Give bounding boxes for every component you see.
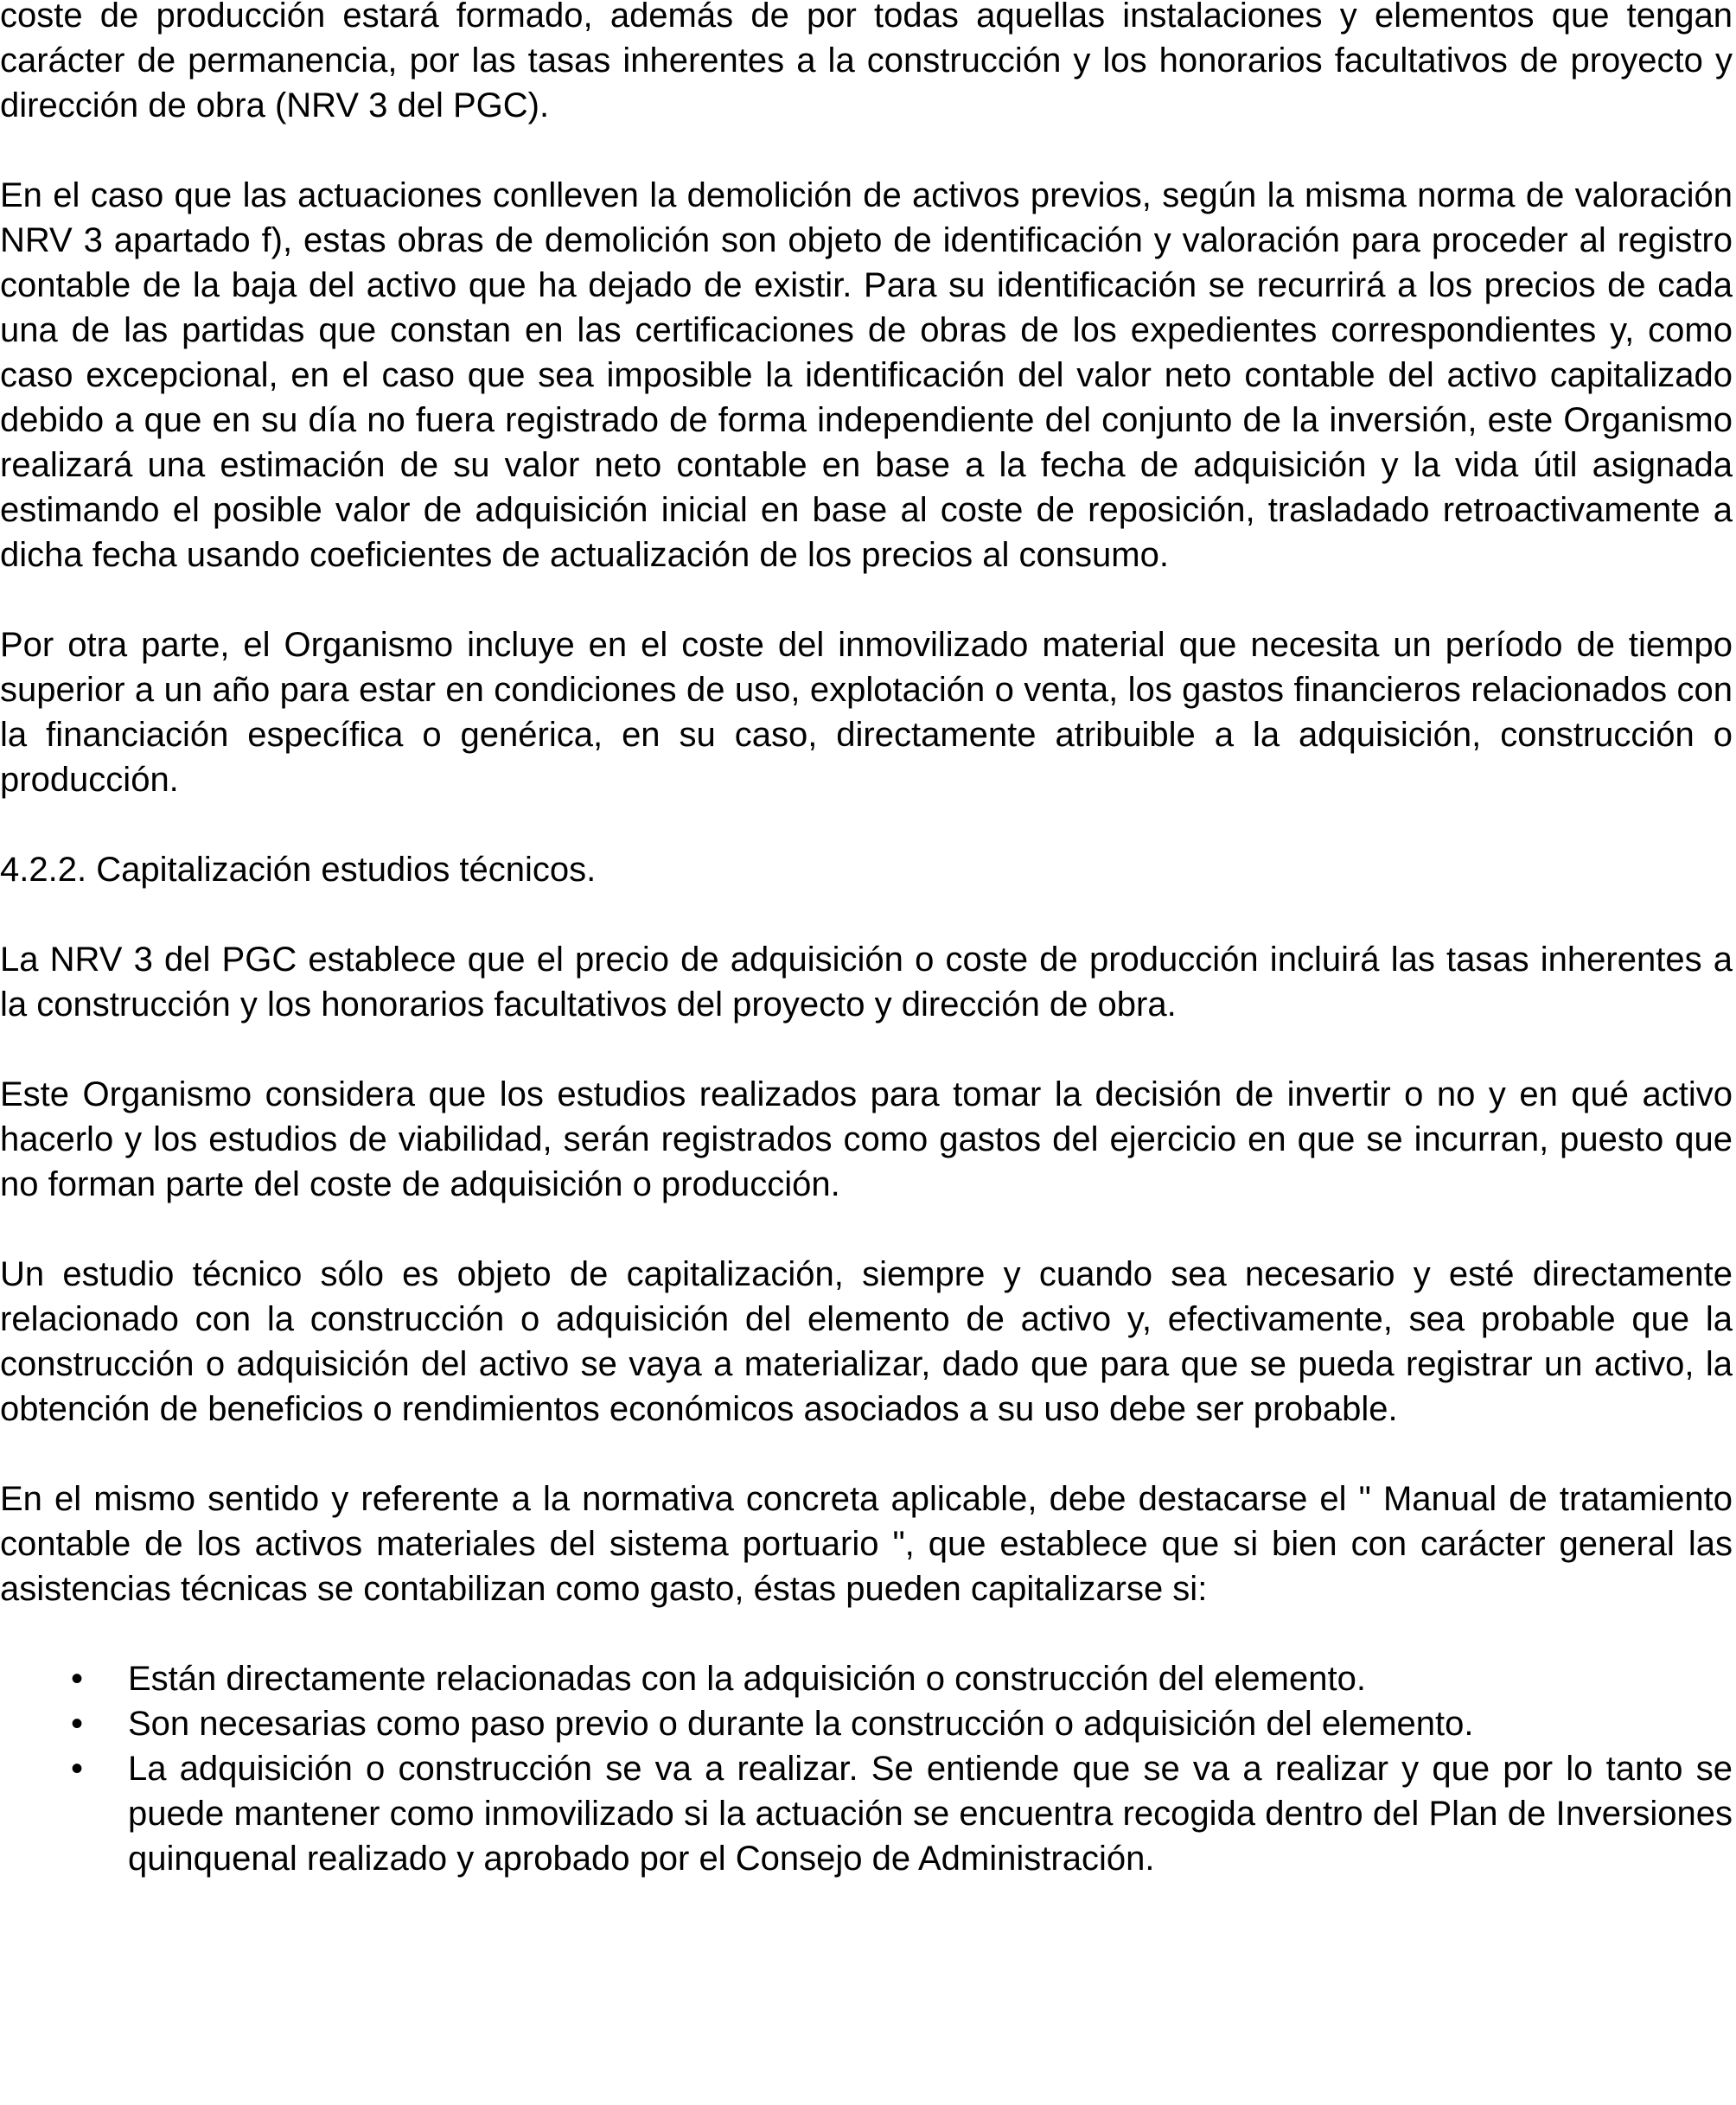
bullet-list xyxy=(0,1656,1733,1881)
list-item xyxy=(0,1656,1733,1701)
paragraph-capitalization-conditions: Un estudio técnico sólo es objeto de capitalización, siempre y cuando sea necesario y esté directamente relacionado con la construcción o adquisición del elemento de activo y, efectivamente, sea probable que la construcción o adquisición del activo se vaya a materializar, dado que para que se pueda registrar un activo, la obtención de beneficios o rendimientos económicos asociados a su uso debe ser probable. xyxy=(0,1255,1733,1428)
bullet-icon: • xyxy=(71,1750,84,1788)
list-item xyxy=(0,1746,1733,1881)
list-item-text: La adquisición o construcción se va a realizar. Se entiende que se va a realizar y que por lo tanto se puede mantener como inmovilizado si la actuación se encuentra recogida dentro del Plan de Inversiones quinquenal realizado y aprobado por el Consejo de Administración. xyxy=(128,1750,1733,1878)
paragraph-financial-costs: Por otra parte, el Organismo incluye en el coste del inmovilizado material que necesita un período de tiempo superior a un año para estar en condiciones de uso, explotación o venta, los gastos financieros relacionados con la financiación específica o genérica, en su caso, directamente atribuible a la adquisición, construcción o producción. xyxy=(0,626,1733,799)
bullet-icon: • xyxy=(71,1705,84,1743)
paragraph-production-cost: coste de producción estará formado, además de por todas aquellas instalaciones y elementos que tengan carácter de permanencia, por las tasas inherentes a la construcción y los honorarios facultativos de proyecto y dirección de obra (NRV 3 del PGC). xyxy=(0,0,1733,124)
bullet-icon: • xyxy=(71,1660,84,1698)
list-item-text: Están directamente relacionadas con la adquisición o construcción del elemento. xyxy=(128,1660,1366,1698)
paragraph-demolition: En el caso que las actuaciones conlleven la demolición de activos previos, según la misma norma de valoración NRV 3 apartado f), estas obras de demolición son objeto de identificación y valoración para proceder al registro contable de la baja del activo que ha dejado de existir. Para su identificación se recurrirá a los precios de cada una de las partidas que constan en las certificaciones de obras de los expedientes correspondientes y, como caso excepcional, en el caso que sea imposible la identificación del valor neto contable del activo capitalizado debido a que en su día no fuera registrado de forma independiente del conjunto de la inversión, este Organismo realizará una estimación de su valor neto contable en base a la fecha de adquisición y la vida útil asignada estimando el posible valor de adquisición inicial en base al coste de reposición, trasladado retroactivamente a dicha fecha usando coeficientes de actualización de los precios al consumo. xyxy=(0,176,1733,574)
paragraph-port-manual: En el mismo sentido y referente a la normativa concreta aplicable, debe destacarse el " Manual de tratamiento contable de los activos materiales del sistema portuario ", que establece que si bien con carácter general las asistencias técnicas se contabilizan como gasto, éstas pueden capitalizarse si: xyxy=(0,1480,1733,1608)
paragraph-nrv3: La NRV 3 del PGC establece que el precio de adquisición o coste de producción incluirá las tasas inherentes a la construcción y los honorarios facultativos del proyecto y dirección de obra. xyxy=(0,941,1733,1024)
section-heading: 4.2.2. Capitalización estudios técnicos. xyxy=(0,851,597,889)
list-item xyxy=(0,1701,1733,1746)
list-item-text: Son necesarias como paso previo o durante la construcción o adquisición del elemento. xyxy=(128,1705,1474,1743)
paragraph-studies-expenses: Este Organismo considera que los estudios realizados para tomar la decisión de invertir o no y en qué activo hacerlo y los estudios de viabilidad, serán registrados como gastos del ejercicio en que se incurran, puesto que no forman parte del coste de adquisición o producción. xyxy=(0,1075,1733,1203)
